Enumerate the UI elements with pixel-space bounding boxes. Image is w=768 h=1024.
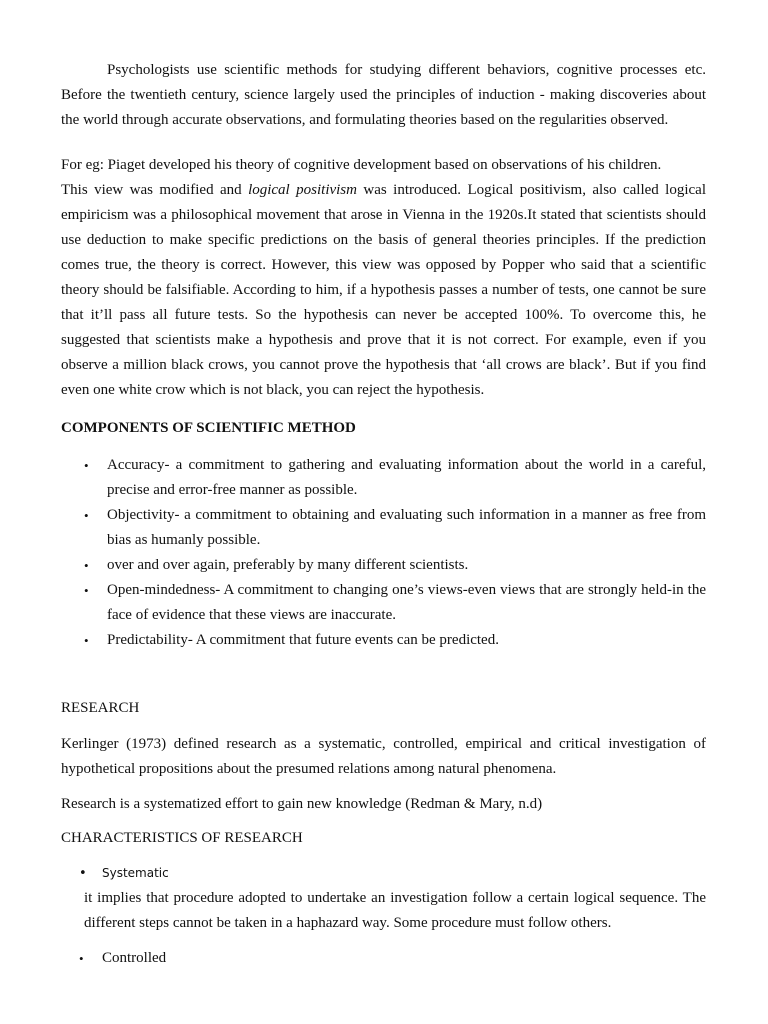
piaget-paragraph: For eg: Piaget developed his theory of cognitive development based on observations of his children. — [61, 157, 662, 173]
list-item-systematic: • Systematic — [102, 861, 706, 886]
list-item-replication: • over and over again, preferably by many different scientists. — [107, 553, 706, 578]
characteristics-list-2 — [61, 946, 706, 971]
list-item-controlled: • Controlled — [102, 946, 706, 971]
systematic-description: it implies that procedure adopted to undertake an investigation follow a certain logical sequence. The different steps cannot be taken in a haphazard way. Some procedure must follow others. — [84, 890, 706, 931]
list-item-predictability: • Predictability- A commitment that future events can be predicted. — [107, 628, 706, 653]
paragraph-text-rest: was introduced. Logical positivism, also called logical empiricism was a philosophical movement that arose in Vienna in the 1920s.It stated that scientists should use deduction to make specific predictions on the basis of general theories principles. If the prediction comes true, the theory is correct. However, this view was opposed by Popper who said that a scientific theory should be falsifiable. According to him, if a hypothesis passes a number of tests, one cannot be sure that it’ll pass all future tests. So the hypothesis can never be accepted 100%. To overcome this, he suggested that scientists make a hypothesis and prove that it is not correct. For example, even if you observe a million black crows, you cannot prove the hypothesis that ‘all crows are black’. But if you find even one white crow which is not black, you can reject the hypothesis. — [61, 182, 706, 398]
list-item-objectivity: • Objectivity- a commitment to obtaining and evaluating such information in a manner as free from bias as humanly possible. — [107, 503, 706, 553]
kerlinger-definition: Kerlinger (1973) defined research as a systematic, controlled, empirical and critical investigation of hypothetical propositions about the presumed relations among natural phenomena. — [61, 736, 706, 777]
logical-positivism-paragraph — [61, 178, 706, 403]
intro-paragraph: Psychologists use scientific methods for studying different behaviors, cognitive processes etc. Before the twentieth century, science largely used the principles of induction - making discoveries about the world through accurate observations, and formulating theories based on the regularities observed. — [61, 62, 706, 128]
list-item-accuracy: • Accuracy- a commitment to gathering and evaluating information about the world in a careful, precise and error-free manner as possible. — [107, 453, 706, 503]
components-heading: COMPONENTS OF SCIENTIFIC METHOD — [61, 420, 356, 436]
list-item-open-mindedness: • Open-mindedness- A commitment to changing one’s views-even views that are strongly held-in the face of evidence that these views are inaccurate. — [107, 578, 706, 628]
characteristics-list — [61, 861, 706, 886]
logical-positivism-term: logical positivism — [248, 182, 357, 198]
components-list — [61, 453, 706, 653]
research-heading: RESEARCH — [61, 700, 140, 716]
characteristics-heading: CHARACTERISTICS OF RESEARCH — [61, 830, 303, 846]
paragraph-text-start: This view was modified and — [61, 182, 249, 198]
redman-definition: Research is a systematized effort to gain new knowledge (Redman & Mary, n.d) — [61, 796, 543, 812]
